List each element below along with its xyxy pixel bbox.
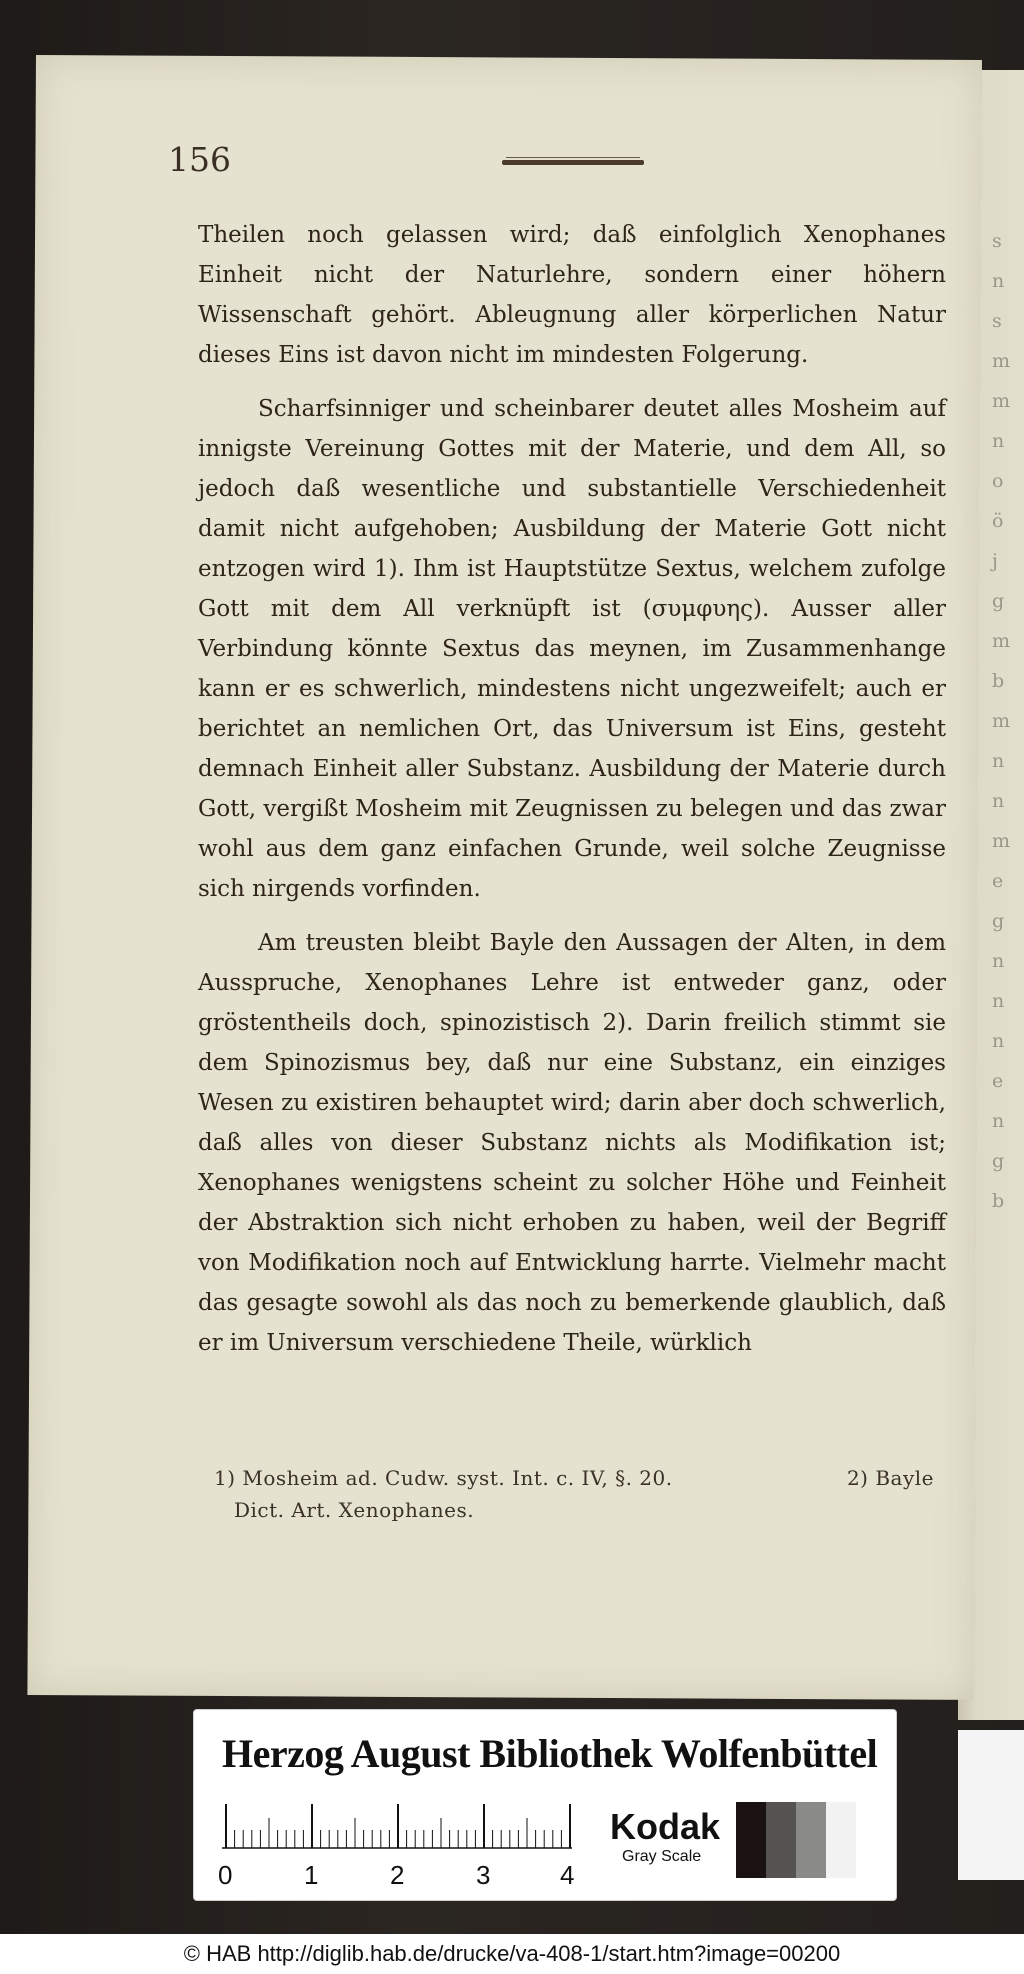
facing-page-fragment: n [992, 1110, 1005, 1132]
gray-swatch [796, 1802, 826, 1878]
gray-swatch [766, 1802, 796, 1878]
facing-page-fragment: s [992, 310, 1002, 332]
facing-page-fragment: n [992, 270, 1005, 292]
header-rule [502, 160, 644, 165]
footnote-1: 1) Mosheim ad. Cudw. syst. Int. c. IV, §. 20. [214, 1466, 673, 1490]
ruler-number-3: 3 [476, 1860, 491, 1890]
facing-page-fragment: g [992, 590, 1005, 612]
side-label-card-edge [958, 1730, 1024, 1880]
library-label-card [194, 1710, 896, 1900]
facing-page-fragment: b [992, 670, 1005, 692]
facing-page-fragment: g [992, 1150, 1005, 1172]
page-number: 156 [168, 140, 231, 179]
facing-page-fragment: n [992, 990, 1005, 1012]
facing-page-fragment: j [992, 550, 998, 572]
ruler-number-4: 4 [560, 1860, 575, 1890]
facing-page-fragment: m [992, 830, 1011, 852]
facing-page-fragment: e [992, 870, 1004, 892]
facing-page-fragment: m [992, 630, 1011, 652]
ruler-number-1: 1 [304, 1860, 319, 1890]
facing-page-fragment: n [992, 790, 1005, 812]
measurement-ruler [222, 1802, 572, 1852]
facing-page-fragment: o [992, 470, 1004, 492]
facing-page-fragment: m [992, 350, 1011, 372]
kodak-logo: Kodak [610, 1806, 721, 1847]
facing-page-fragment: m [992, 390, 1011, 412]
paragraph-2: Scharfsinniger und scheinbarer deutet alles Mosheim auf innigste Vereinung Gottes mit der Materie, und dem All, so jedoch daß wesentliche und substantielle Verschiedenheit damit nicht aufgehoben; Ausbildung der Materie Gott nicht entzogen wird 1). Ihm ist Hauptstütze Sextus, welchem zufolge Gott mit dem All verknüpft ist (συμφυης). Ausser aller Verbindung könnte Sextus das meynen, im Zusammenhange kann er es schwerlich, mindestens nicht ungezweifelt; auch er berichtet an nemlichen Ort, das Universum ist Eins, gesteht demnach Einheit aller Substanz. Ausbildung der Materie durch Gott, vergißt Mosheim mit Zeugnissen zu belegen und das zwar wohl aus dem ganz einfachen Grunde, weil solche Zeugnisse sich nirgends vorfinden. [198, 396, 946, 902]
facing-page-fragment: n [992, 1030, 1005, 1052]
body-text [198, 215, 946, 1363]
facing-page-fragment: m [992, 710, 1011, 732]
facing-page-fragment: ö [992, 510, 1004, 532]
facing-page-fragment: n [992, 950, 1005, 972]
gray-scale-swatches [736, 1802, 856, 1878]
footer-credit[interactable]: © HAB http://diglib.hab.de/drucke/va-408-1/start.htm?image=00200 [0, 1934, 1024, 1974]
footnote-continuation: Dict. Art. Xenophanes. [234, 1498, 475, 1522]
paragraph-3: Am treusten bleibt Bayle den Aussagen der Alten, in dem Ausspruche, Xenophanes Lehre ist entweder ganz, oder gröstentheils doch, spinozistisch 2). Darin freilich stimmt sie dem Spinozismus bey, daß nur eine Substanz, ein einziges Wesen zu existiren behauptet wird; darin aber doch schwerlich, daß alles von dieser Substanz nichts als Modifikation ist; Xenophanes wenigstens scheint zu solcher Höhe und Feinheit der Abstraktion sich nicht erhoben zu haben, weil der Begriff von Modifikation noch auf Entwicklung harrte. Vielmehr macht das gesagte sowohl als das noch zu bemerkende glaublich, daß er im Universum verschiedene Theile, würklich [198, 930, 946, 1356]
library-name: Herzog August Bibliothek Wolfenbüttel [222, 1731, 878, 1776]
facing-page-fragment: b [992, 1190, 1005, 1212]
footnotes [214, 1462, 934, 1526]
gray-swatch [826, 1802, 856, 1878]
gray-scale-label: Gray Scale [622, 1848, 702, 1865]
facing-page-fragment: g [992, 910, 1005, 932]
facing-page-fragment: e [992, 1070, 1004, 1092]
facing-page-fragment: s [992, 230, 1002, 252]
ruler-number-0: 0 [218, 1860, 233, 1890]
facing-page-fragment: n [992, 750, 1005, 772]
facing-page-fragment: n [992, 430, 1005, 452]
gray-swatch [736, 1802, 766, 1878]
paragraph-1: Theilen noch gelassen wird; daß einfolglich Xenophanes Einheit nicht der Naturlehre, sondern einer höhern Wissenschaft gehört. Ableugnung aller körperlichen Natur dieses Eins ist davon nicht im mindesten Folgerung. [198, 222, 946, 368]
ruler-number-2: 2 [390, 1860, 405, 1890]
footnote-2: 2) Bayle [846, 1466, 934, 1490]
